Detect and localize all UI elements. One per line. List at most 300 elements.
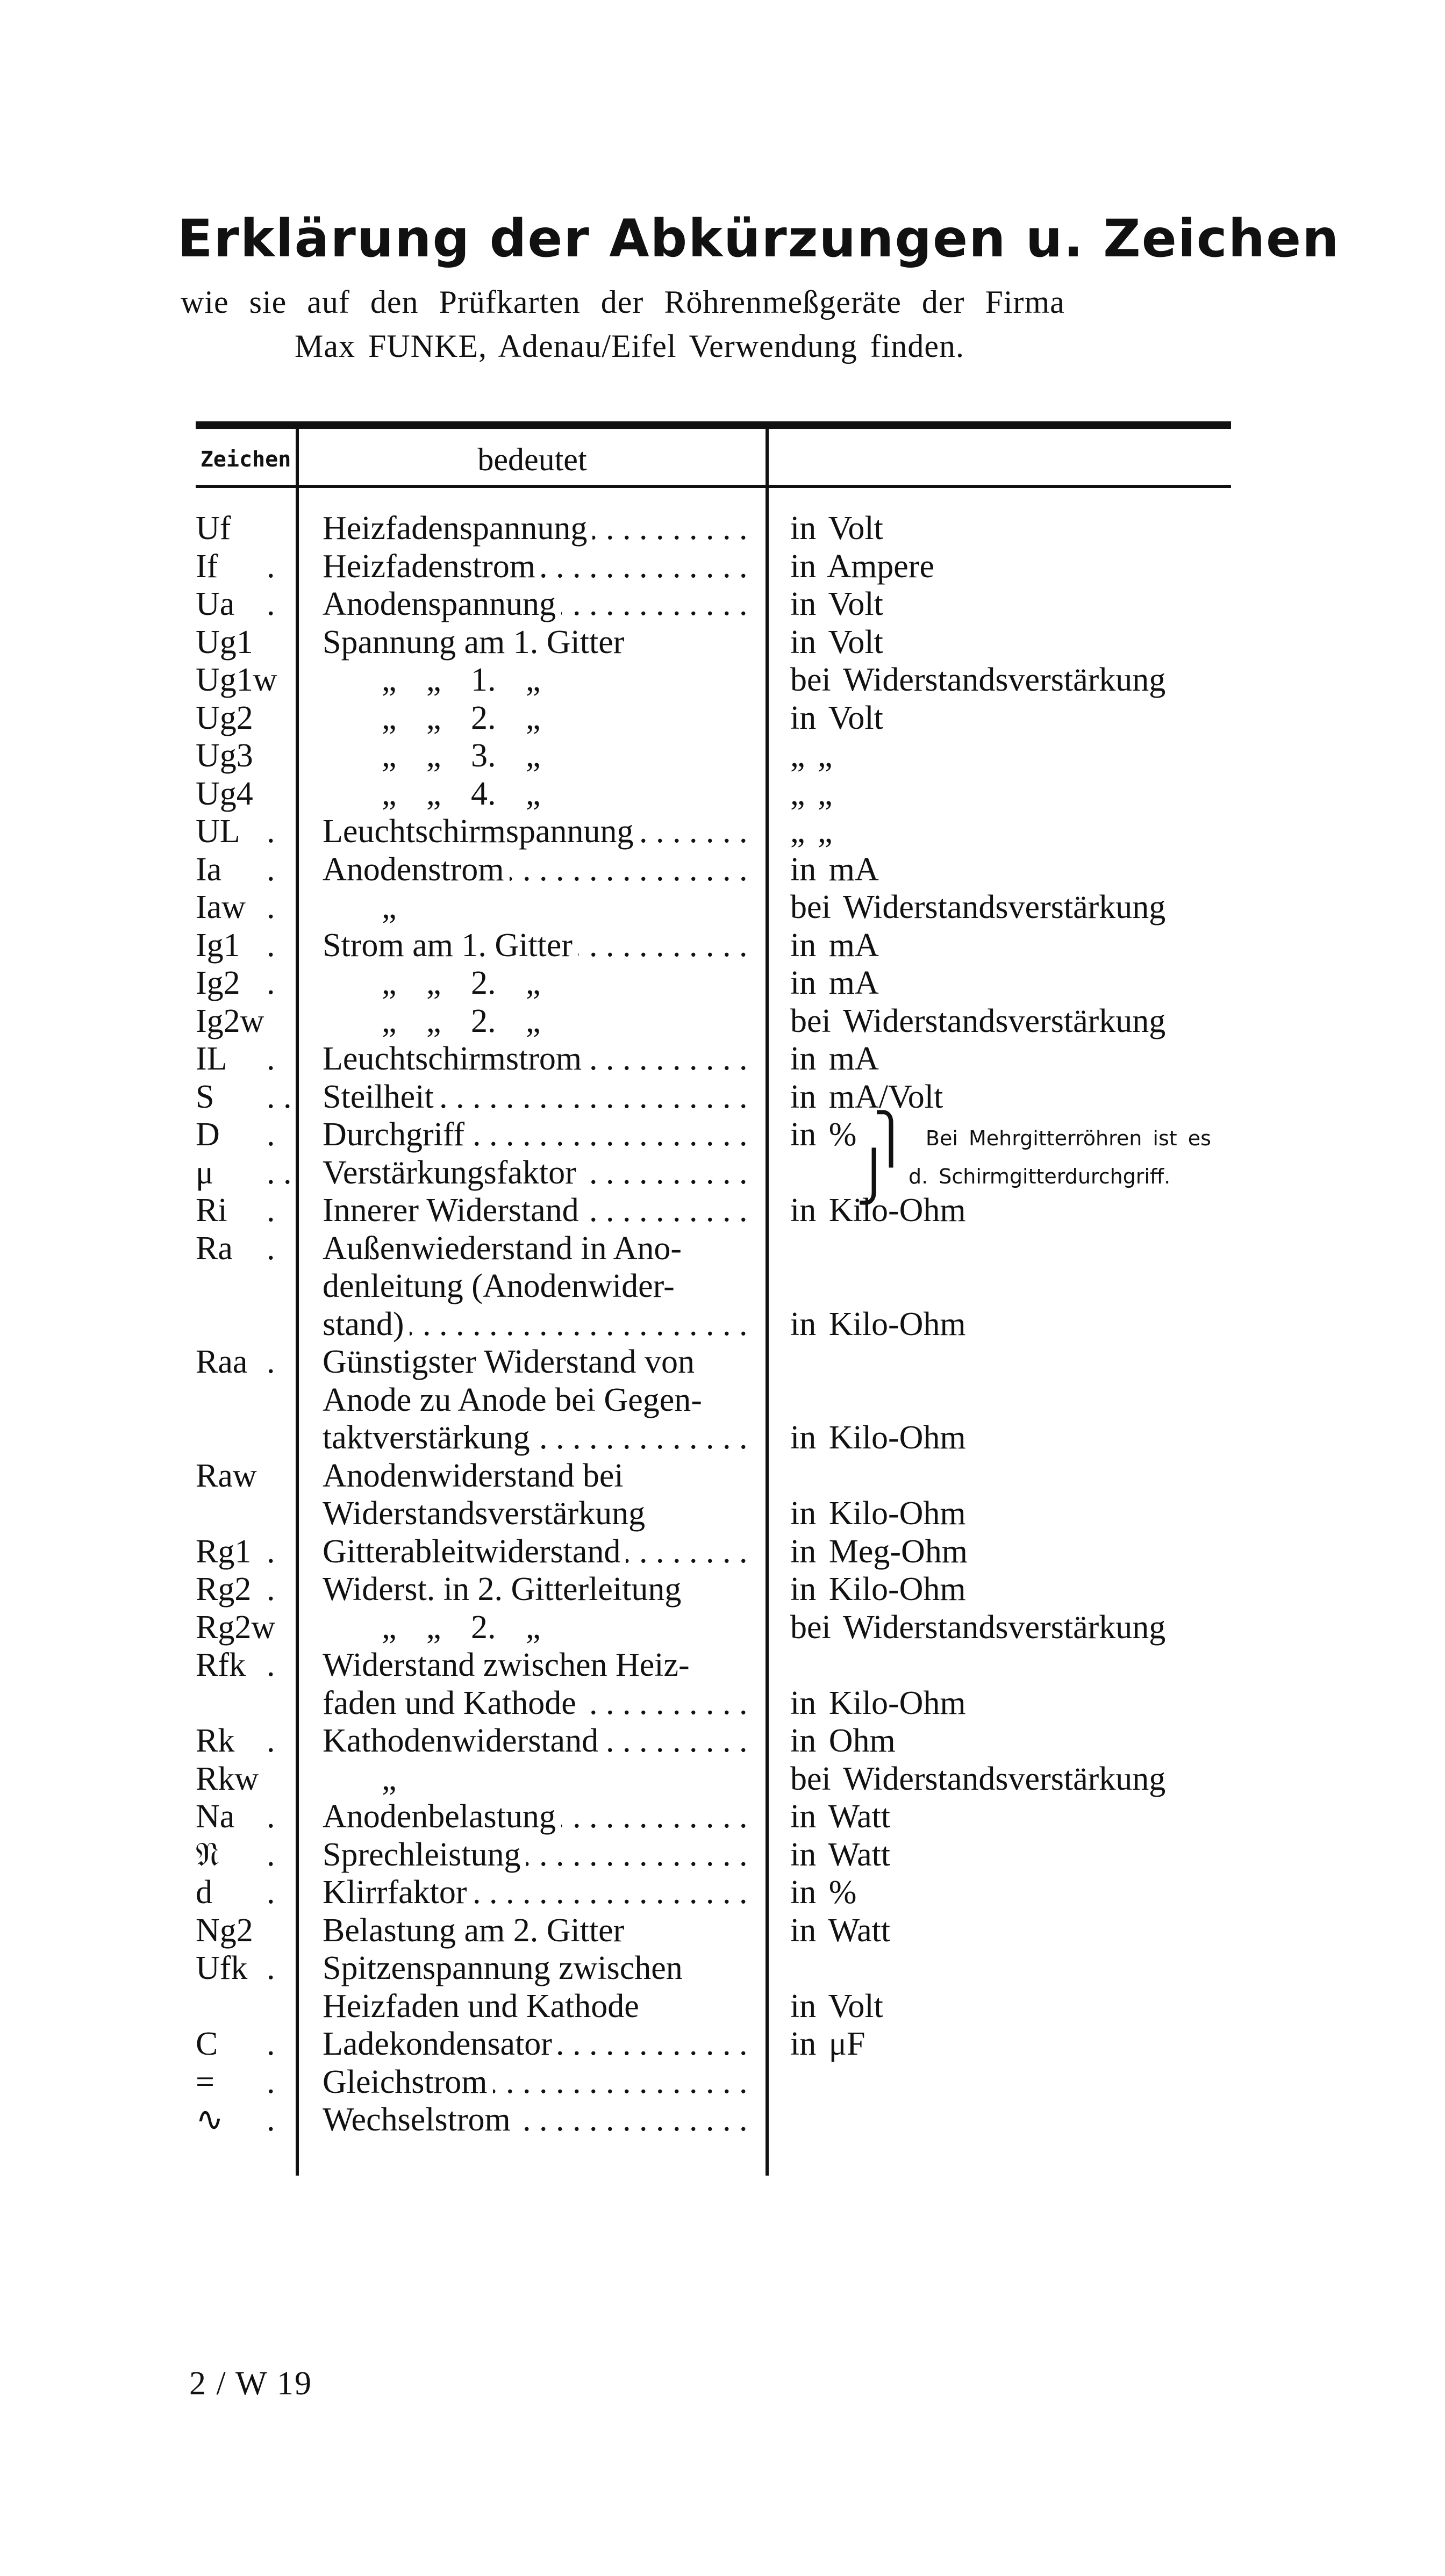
meaning-text: Gleichstrom [323,2063,493,2101]
unit-text: in Volt [790,1987,883,2025]
unit-cell [790,548,1274,586]
symbol: Ia [196,851,222,888]
unit-text: in Kilo-Ohm [790,1305,966,1343]
meaning-cell [323,1949,753,1987]
table-row [0,813,1445,851]
symbol-cell [196,1040,295,1078]
symbol-cell [196,851,295,889]
unit-text: in mA [790,965,879,1001]
symbol-cell [196,1949,295,1987]
table-row [0,510,1445,548]
symbol-dot: . [267,548,275,585]
unit-text: in Kilo-Ohm [790,1571,966,1608]
meaning-cell [323,737,753,775]
unit-text: in μF [790,2026,865,2062]
table-row [0,1760,1445,1798]
table-row [0,1495,1445,1533]
symbol-cell [196,1836,295,1874]
unit-cell [790,927,1274,965]
meaning-text: „ [382,888,402,927]
symbol: Ug3 [196,737,253,774]
brace-glyph: ⎫ [856,1113,926,1166]
unit-cell [790,1609,1274,1647]
table-row [0,1230,1445,1268]
meaning-text: Sprechleistung [323,1836,526,1874]
meaning-text: Wechselstrom [323,2101,516,2139]
symbol: 𝔑 [196,1836,220,1873]
symbol-cell [196,1987,295,2026]
table-row [0,1570,1445,1609]
meaning-cell [323,1419,753,1457]
unit-text: in Volt [790,586,883,622]
symbol-cell [196,1609,295,1647]
meaning-text: Heizfadenspannung [323,510,592,548]
meaning-cell [323,1874,753,1912]
unit-cell [790,1533,1274,1571]
meaning-cell [323,1912,753,1950]
meaning-cell [323,2025,753,2063]
meaning-cell [323,585,753,623]
table-row [0,1987,1445,2026]
unit-cell [790,510,1274,548]
header-zeichen: Zeichen [200,447,291,472]
unit-cell [790,1040,1274,1078]
symbol: Na [196,1798,235,1835]
unit-cell [790,699,1274,737]
symbol-dot: . . [267,1078,292,1115]
meaning-cell [323,775,753,813]
symbol-dot: . [267,1116,275,1153]
symbol-cell [196,1760,295,1798]
unit-text: in mA [790,1041,879,1077]
symbol: C [196,2026,218,2062]
meaning-cell [323,1040,753,1078]
unit-text: in Watt [790,1798,891,1835]
meaning-cell [323,1267,753,1305]
table-row [0,1646,1445,1684]
symbol-cell [196,1078,295,1116]
symbol-cell [196,1495,295,1533]
unit-cell [790,1760,1274,1798]
symbol-cell [196,1457,295,1495]
table-row [0,1343,1445,1381]
meaning-text: Widerstand zwischen Heiz- [323,1646,695,1684]
meaning-text: Klirrfaktor [323,1874,473,1912]
symbol-cell [196,927,295,965]
table-row [0,2063,1445,2101]
symbol-dot: . [267,1344,275,1380]
meaning-cell [323,1722,753,1760]
meaning-text: denleitung (Anodenwider- [323,1267,680,1305]
symbol-cell [196,510,295,548]
symbol-dot: . [267,1533,275,1570]
symbol-cell [196,548,295,586]
symbol-cell [196,585,295,623]
symbol: IL [196,1041,227,1077]
table-row [0,1722,1445,1760]
unit-cell [790,737,1274,775]
meaning-text: Leuchtschirmspannung [323,813,639,851]
symbol: Rk [196,1723,235,1759]
symbol: Ri [196,1192,227,1229]
unit-text: „ „ [790,813,833,850]
table-row [0,2101,1445,2139]
meaning-text: taktverstärkung [323,1419,535,1457]
table-row [0,1078,1445,1116]
symbol-cell [196,1343,295,1381]
unit-cell [790,1987,1274,2026]
symbol-cell [196,813,295,851]
symbol: Rg1 [196,1533,252,1570]
meaning-text: „ „ 2. „ [382,1609,546,1647]
symbol: Ra [196,1230,233,1267]
meaning-cell [323,1684,753,1723]
unit-text: „ „ [790,775,833,812]
table-row [0,1949,1445,1987]
table-row [0,585,1445,623]
meaning-text: Außenwiederstand in Ano- [323,1230,687,1268]
meaning-text: „ „ 2. „ [382,699,546,737]
meaning-text: Widerst. in 2. Gitterleitung [323,1570,686,1609]
meaning-cell [323,2063,753,2101]
symbol-dot: . [267,965,275,1001]
symbol-dot: . [267,2026,275,2062]
table-row [0,699,1445,737]
table-row [0,1381,1445,1419]
unit-text: in mA/Volt [790,1078,943,1115]
meaning-text: Belastung am 2. Gitter [323,1912,629,1950]
symbol-cell [196,2101,295,2139]
meaning-text: Gitterableitwiderstand [323,1533,626,1571]
meaning-text: Kathodenwiderstand [323,1722,604,1760]
symbol-cell [196,2025,295,2063]
meaning-cell [323,888,753,927]
symbol-cell [196,1192,295,1230]
meaning-text: Strom am 1. Gitter [323,927,578,965]
symbol-dot: . [267,586,275,622]
unit-cell [790,888,1274,927]
abbreviation-table [0,510,1445,2139]
table-row [0,775,1445,813]
symbol-cell [196,1230,295,1268]
symbol: ∿ [196,2101,224,2138]
unit-cell [790,1002,1274,1041]
symbol-cell [196,1381,295,1419]
table-row [0,1002,1445,1041]
unit-text: in mA [790,927,879,964]
symbol: Ufk [196,1950,248,1986]
table-row [0,1040,1445,1078]
unit-cell [790,661,1274,699]
unit-cell [790,1798,1274,1836]
meaning-cell [323,1646,753,1684]
symbol: If [196,548,218,585]
meaning-text: Günstigster Widerstand von [323,1343,700,1381]
unit-text: in Kilo-Ohm [790,1495,966,1532]
symbol: Ug1 [196,623,253,661]
meaning-cell [323,964,753,1002]
symbol-cell [196,1002,295,1041]
meaning-text: Spannung am 1. Gitter [323,623,629,662]
unit-text: in Watt [790,1836,891,1873]
meaning-cell [323,623,753,662]
symbol-cell [196,1646,295,1684]
table-row [0,1419,1445,1457]
unit-cell [790,2025,1274,2063]
unit-cell [790,1495,1274,1533]
meaning-text: Verstärkungsfaktor [323,1154,582,1192]
symbol: d [196,1874,212,1911]
table-row [0,851,1445,889]
symbol: Ig1 [196,927,240,964]
table-row [0,1609,1445,1647]
table-row [0,1192,1445,1230]
table-row [0,1533,1445,1571]
table-row [0,1267,1445,1305]
table-row [0,1874,1445,1912]
unit-text: in Volt [790,510,883,547]
symbol-cell [196,1267,295,1305]
symbol: Ng2 [196,1912,253,1949]
table-top-rule [196,421,1231,429]
meaning-cell [323,1495,753,1533]
meaning-text: Steilheit [323,1078,439,1116]
symbol-dot: . [267,1647,275,1683]
unit-text: in Ampere [790,548,934,585]
meaning-cell [323,699,753,737]
unit-text: bei Widerstandsverstärkung [790,1760,1166,1797]
symbol-cell [196,1874,295,1912]
meaning-text: Heizfadenstrom [323,548,541,586]
meaning-text: „ [382,1760,402,1798]
meaning-text: Anodenwiderstand bei [323,1457,629,1495]
unit-cell [790,1722,1274,1760]
table-row [0,623,1445,662]
meaning-cell [323,1609,753,1647]
meaning-cell [323,1230,753,1268]
table-row [0,1150,1445,1204]
unit-text: bei Widerstandsverstärkung [790,889,1166,925]
symbol-dot: . [267,851,275,888]
symbol-dot: . [267,1192,275,1229]
table-row [0,661,1445,699]
symbol: = [196,2063,214,2100]
symbol-cell [196,1570,295,1609]
meaning-cell [323,1533,753,1571]
meaning-cell [323,1192,753,1230]
meaning-text: Ladekondensator [323,2025,557,2063]
table-row [0,1457,1445,1495]
meaning-cell [323,1836,753,1874]
subtitle-line-2: Max FUNKE, Adenau/Eifel Verwendung finden. [295,328,964,364]
symbol-dot: . [267,889,275,925]
symbol: Uf [196,510,231,547]
symbol: S [196,1078,214,1115]
meaning-text: Spitzenspannung zwischen [323,1949,688,1987]
table-row [0,1912,1445,1950]
brace-glyph: ⎭ [790,1150,909,1204]
symbol-cell [196,1722,295,1760]
footnote-text: d. Schirmgitterdurchgriff. [909,1164,1171,1188]
unit-text: in Watt [790,1912,891,1949]
symbol: Ig2w [196,1002,264,1039]
symbol: Rg2 [196,1571,252,1608]
meaning-text: Innerer Widerstand [323,1192,584,1230]
symbol-dot: . [267,1950,275,1986]
meaning-text: Leuchtschirmstrom [323,1040,587,1078]
symbol: Raa [196,1344,248,1380]
meaning-cell [323,1116,753,1154]
symbol: Ua [196,586,235,622]
symbol-cell [196,1419,295,1457]
unit-cell [790,1684,1274,1723]
header-bedeutet: bedeutet [477,442,587,477]
symbol-dot: . [267,1723,275,1759]
meaning-cell [323,1078,753,1116]
symbol-dot: . [267,1874,275,1911]
unit-text: bei Widerstandsverstärkung [790,1002,1166,1039]
table-row [0,1684,1445,1723]
unit-cell [790,1874,1274,1912]
unit-cell [790,775,1274,813]
meaning-text: stand) [323,1305,410,1344]
symbol: Ug4 [196,775,253,812]
unit-cell [790,1305,1274,1344]
meaning-cell [323,1381,753,1419]
unit-cell [790,1150,1274,1204]
table-row [0,1798,1445,1836]
symbol: UL [196,813,240,850]
symbol: Rfk [196,1647,246,1683]
unit-text: in Volt [790,623,883,661]
symbol-dot: . . [267,1154,292,1191]
symbol-cell [196,2063,295,2101]
unit-text: bei Widerstandsverstärkung [790,662,1166,698]
symbol-cell [196,1116,295,1154]
symbol: Ug2 [196,699,253,736]
table-row [0,548,1445,586]
symbol: Ug1w [196,662,277,698]
symbol: μ [196,1154,214,1191]
symbol-cell [196,1533,295,1571]
unit-cell [790,813,1274,851]
symbol-dot: . [267,1041,275,1077]
symbol-cell [196,661,295,699]
meaning-cell [323,1987,753,2026]
meaning-text: Anodenbelastung [323,1798,561,1836]
meaning-text: faden und Kathode [323,1684,582,1723]
meaning-text: Anodenstrom [323,851,510,889]
unit-text: in Volt [790,699,883,736]
unit-cell [790,851,1274,889]
symbol: D [196,1116,220,1153]
table-row [0,888,1445,927]
meaning-cell [323,548,753,586]
meaning-text: „ „ 4. „ [382,775,546,813]
unit-cell [790,585,1274,623]
meaning-cell [323,1760,753,1798]
table-row [0,964,1445,1002]
meaning-text: „ „ 2. „ [382,1002,546,1041]
meaning-cell [323,1305,753,1344]
unit-text: in Kilo-Ohm [790,1684,966,1721]
symbol-dot: . [267,1230,275,1267]
unit-cell [790,1192,1274,1230]
unit-cell [790,1419,1274,1457]
meaning-cell [323,1154,753,1192]
unit-cell [790,1912,1274,1950]
symbol-dot: . [267,813,275,850]
meaning-cell [323,510,753,548]
symbol-cell [196,737,295,775]
table-row [0,927,1445,965]
table-row [0,1305,1445,1344]
unit-text: „ „ [790,737,833,774]
table-header-rule [196,485,1231,488]
unit-text: in mA [790,851,879,888]
meaning-cell [323,1570,753,1609]
meaning-text: Anode zu Anode bei Gegen- [323,1381,707,1419]
symbol-cell [196,964,295,1002]
symbol-cell [196,1154,295,1192]
meaning-cell [323,1343,753,1381]
table-row [0,1836,1445,1874]
meaning-text: „ „ 2. „ [382,964,546,1002]
symbol-dot: . [267,1571,275,1608]
footnote-text: Bei Mehrgitterröhren ist es [925,1126,1211,1150]
symbol: Raw [196,1457,257,1494]
symbol-cell [196,1305,295,1344]
symbol-dot: . [267,927,275,964]
unit-text: in % [790,1874,857,1911]
meaning-cell [323,661,753,699]
meaning-cell [323,851,753,889]
symbol-cell [196,888,295,927]
unit-text: in Ohm [790,1723,896,1759]
meaning-cell [323,1457,753,1495]
unit-cell [790,1078,1274,1116]
symbol-dot: . [267,1836,275,1873]
unit-text: in Meg-Ohm [790,1533,968,1570]
unit-cell [790,964,1274,1002]
unit-cell [790,1836,1274,1874]
table-row [0,2025,1445,2063]
page-title: Erklärung der Abkürzungen u. Zeichen [177,209,1340,269]
symbol: Rg2w [196,1609,276,1646]
unit-text: in % [790,1116,857,1153]
meaning-cell [323,813,753,851]
unit-cell [790,1570,1274,1609]
subtitle-line-1: wie sie auf den Prüfkarten der Röhrenmeßgeräte der Firma [181,284,1065,320]
symbol-dot: . [267,1798,275,1835]
meaning-cell [323,1798,753,1836]
symbol-cell [196,1798,295,1836]
table-row [0,1113,1445,1166]
symbol-cell [196,623,295,662]
symbol-cell [196,775,295,813]
symbol: Iaw [196,889,246,925]
meaning-cell [323,927,753,965]
unit-cell [790,623,1274,662]
meaning-text: Anodenspannung [323,585,561,623]
meaning-text: Widerstandsverstärkung [323,1495,650,1533]
meaning-text: „ „ 1. „ [382,661,546,699]
symbol-cell [196,699,295,737]
meaning-cell [323,2101,753,2139]
meaning-cell [323,1002,753,1041]
unit-text: in Kilo-Ohm [790,1192,966,1229]
unit-text: bei Widerstandsverstärkung [790,1609,1166,1646]
